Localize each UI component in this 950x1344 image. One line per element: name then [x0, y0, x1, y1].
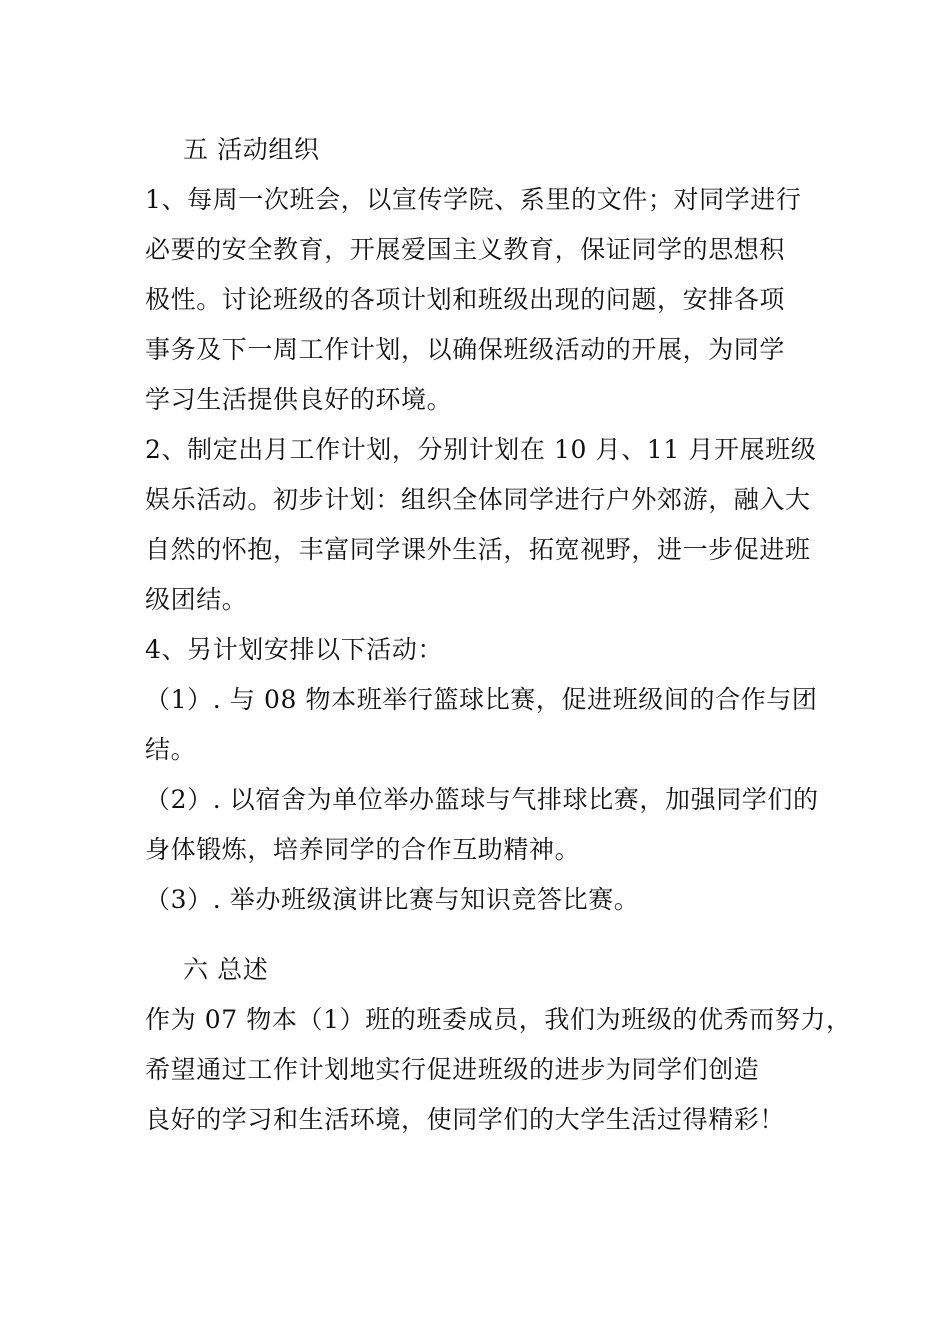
- paragraph-line: 级团结。: [145, 585, 248, 614]
- paragraph-line: 娱乐活动。初步计划：组织全体同学进行户外郊游，融入大: [145, 485, 811, 514]
- section-heading-summary: 六 总述: [183, 955, 269, 984]
- section-heading-activity: 五 活动组织: [183, 135, 320, 164]
- paragraph-line: 希望通过工作计划地实行促进班级的进步为同学们创造: [145, 1055, 760, 1084]
- paragraph-line: 必要的安全教育，开展爱国主义教育，保证同学的思想积: [145, 235, 786, 264]
- list-item-line: 结。: [145, 735, 197, 764]
- paragraph-line: 事务及下一周工作计划，以确保班级活动的开展，为同学: [145, 335, 786, 364]
- list-item-line: （3）. 举办班级演讲比赛与知识竞答比赛。: [145, 885, 640, 914]
- paragraph-line: 1、每周一次班会，以宣传学院、系里的文件；对同学进行: [145, 185, 802, 214]
- list-item-line: （1）. 与 08 物本班举行篮球比赛，促进班级间的合作与团: [145, 685, 818, 714]
- list-item-line: （2）. 以宿舍为单位举办篮球与气排球比赛，加强同学们的: [145, 785, 819, 814]
- paragraph-line: 4、另计划安排以下活动：: [145, 635, 444, 664]
- paragraph-line: 良好的学习和生活环境，使同学们的大学生活过得精彩！: [145, 1105, 786, 1134]
- paragraph-line: 作为 07 物本（1）班的班委成员，我们为班级的优秀而努力，: [145, 1005, 852, 1034]
- paragraph-line: 2、制定出月工作计划，分别计划在 10 月、11 月开展班级: [145, 435, 817, 464]
- list-item-line: 身体锻炼，培养同学的合作互助精神。: [145, 835, 581, 864]
- paragraph-line: 自然的怀抱，丰富同学课外生活，拓宽视野，进一步促进班: [145, 535, 811, 564]
- paragraph-line: 极性。讨论班级的各项计划和班级出现的问题，安排各项: [145, 285, 786, 314]
- paragraph-line: 学习生活提供良好的环境。: [145, 385, 453, 414]
